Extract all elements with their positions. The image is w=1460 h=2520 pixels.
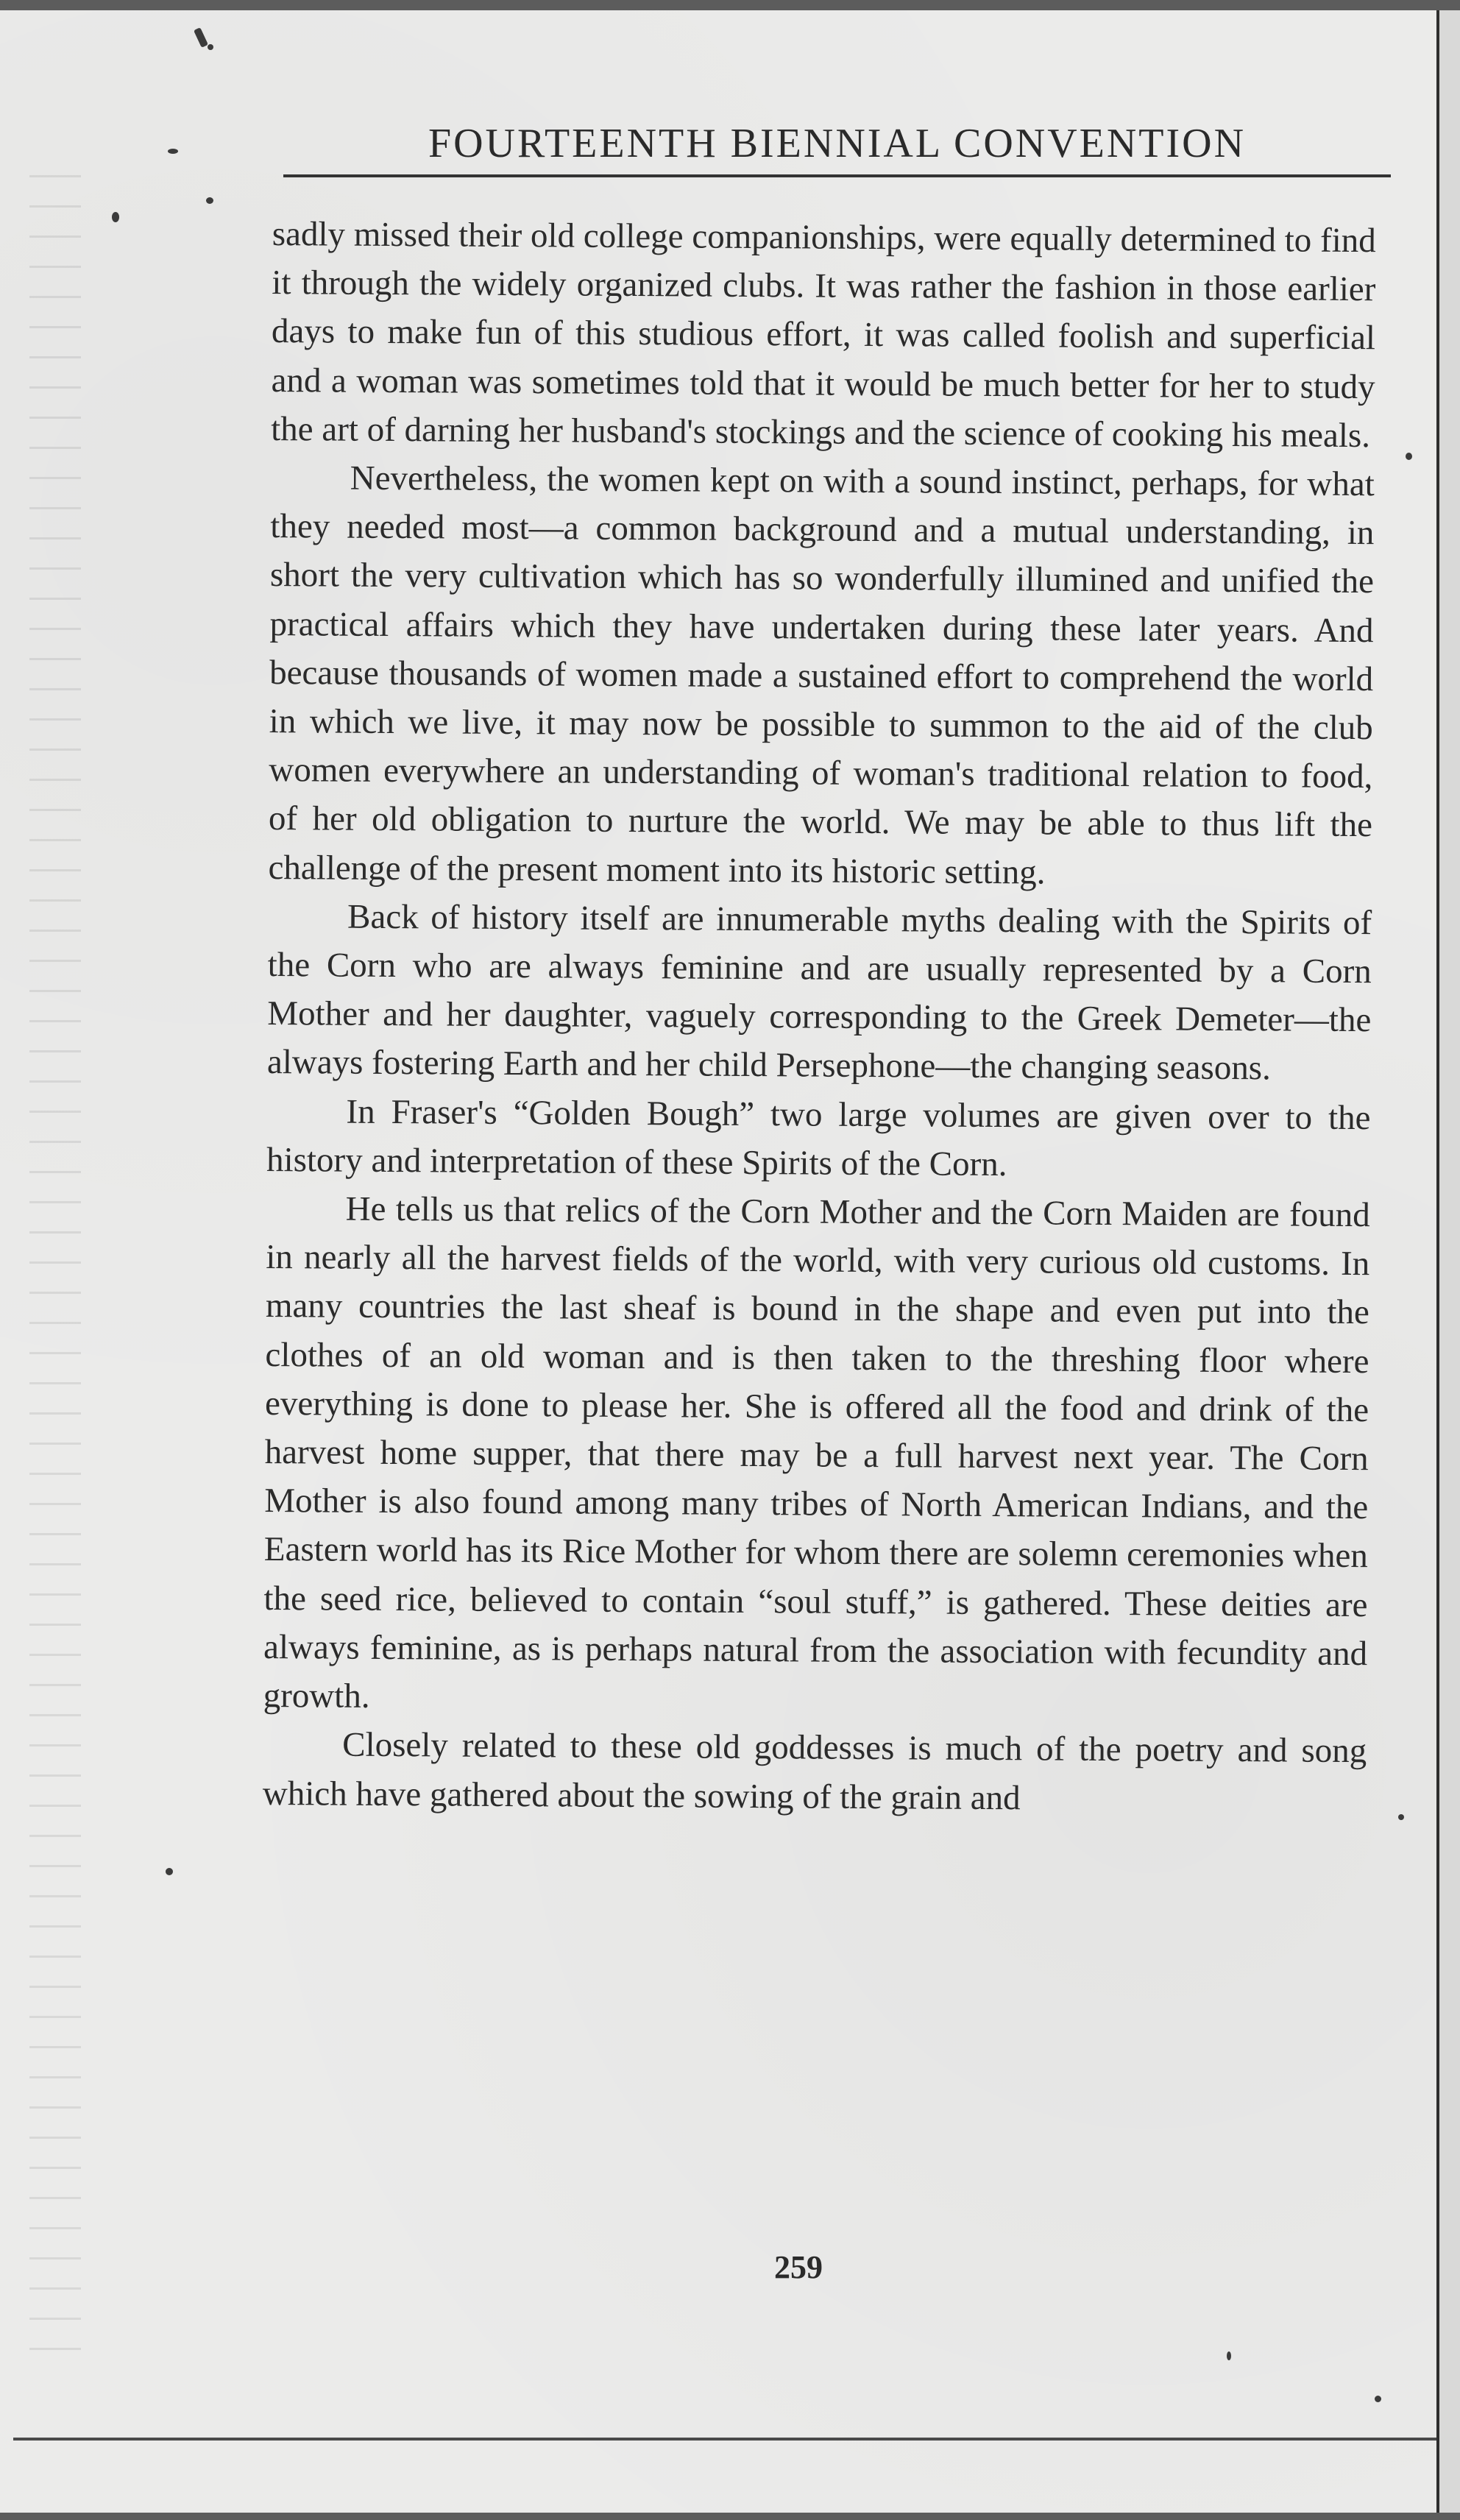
paragraph-1: sadly missed their old college companionships, were equally determined to find it through the widely organized clubs. It was rather the fashion in those earlier days to make fun of this studious effort, it was called foolish and superficial and a woman was sometimes told that it would be much better for her to study the art of darning her husband's stockings and the science of cooking his meals. xyxy=(271,214,1376,455)
running-header xyxy=(283,107,1391,189)
paragraph-2: Nevertheless, the women kept on with a sound instinct, perhaps, for what they needed most—a common background and a mutual understanding, in short the very cultivation which has so wonderfully illumined and unified the practical affairs which they have undertaken during these later years. And because thousands of women made a sustained effort to comprehend the world in which we live, it may now be possible to summon to the aid of the club women everywhere an understanding of woman's traditional relation to food, of her old obligation to nurture the world. We may be able to thus lift the challenge of the present moment into its historic setting. xyxy=(268,459,1375,892)
page-number: 259 xyxy=(774,2249,823,2285)
scan-speck xyxy=(168,149,178,154)
scan-speck xyxy=(208,44,213,50)
scan-speck xyxy=(1406,453,1412,460)
scan-speck xyxy=(1227,2351,1231,2360)
left-margin-scan-noise xyxy=(29,147,81,2355)
scan-speck xyxy=(206,197,213,204)
scan-speck xyxy=(112,212,119,222)
page-right-edge xyxy=(1436,10,1460,2513)
scan-speck xyxy=(166,1868,173,1875)
running-header-title: FOURTEENTH BIENNIAL CONVENTION xyxy=(428,121,1247,166)
paragraph-5: He tells us that relics of the Corn Mother and the Corn Maiden are found in nearly all the harvest fields of the world, with very curious old customs. In many countries the last sheaf is bound in the shape and even put into the clothes of an old woman and is then taken to the threshing floor where everything is done to please her. She is offered all the food and drink of the harvest home supper, that there may be a full harvest next year. The Corn Mother is also found among many tribes of North American Indians, and the Eastern world has its Rice Mother for whom there are solemn ceremonies when the seed rice, believed to contain “soul stuff,” is gathered. These deities are always feminine, as is perhaps natural from the association with fecundity and growth. xyxy=(263,1189,1370,1716)
paragraph-3: Back of history itself are innumerable myths dealing with the Spirits of the Corn who are always feminine and are usually represented by a Corn Mother and her daughter, vaguely corresponding to the Greek Demeter—the always fostering Earth and her child Persephone—the changing seasons. xyxy=(266,897,1372,1088)
scan-speck xyxy=(1375,2396,1381,2402)
header-rule xyxy=(283,174,1391,177)
bottom-rule xyxy=(13,2438,1436,2441)
paragraph-4: In Fraser's “Golden Bough” two large volumes are given over to the history and interpretation of these Spirits of the Corn. xyxy=(266,1092,1371,1183)
scan-speck xyxy=(1398,1814,1404,1820)
paragraph-6: Closely related to these old goddesses is much of the poetry and song which have gathered about the sowing of the grain and xyxy=(262,1725,1367,1817)
body-text xyxy=(263,210,1376,1824)
